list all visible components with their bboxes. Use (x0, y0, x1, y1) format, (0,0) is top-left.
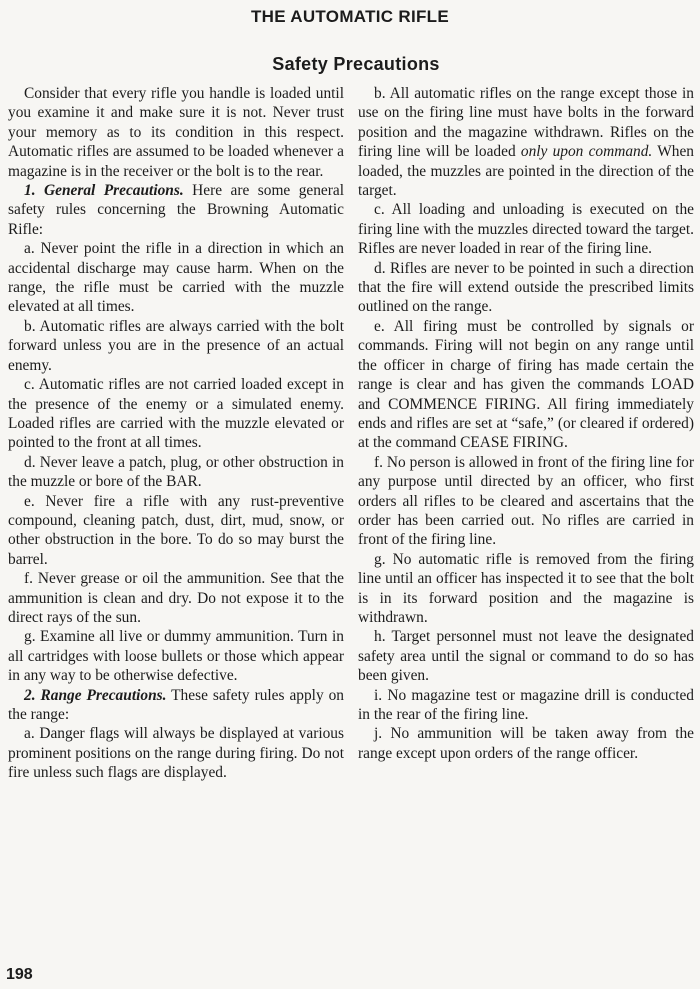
general-rule-c: c. Automatic rifles are not carried loaded except in the presence of the enemy or a simulated enemy. Loaded rifles are carried with the muzzle elevated or pointed to the front at all times. (8, 376, 344, 452)
right-column (358, 84, 694, 763)
general-rule-g: g. Examine all live or dummy ammunition. Turn in all cartridges with loose bullets or those which appear in any way to be otherwise defective. (8, 628, 344, 685)
general-rule-d: d. Never leave a patch, plug, or other obstruction in the muzzle or bore of the BAR. (8, 453, 344, 491)
range-rule-f: f. No person is allowed in front of the firing line for any purpose until directed by an officer, who first orders all rifles to be cleared and ascertains that the order has been carried out. No rifles are carried in front of the firing line. (358, 453, 694, 549)
range-rule-b-after: When loaded, the muzzles are pointed in the direction of the target. (358, 143, 694, 200)
range-precautions-text: These safety rules apply on the range: (8, 686, 344, 723)
section-title: Safety Precautions (272, 54, 440, 74)
general-rule-b: b. Automatic rifles are always carried with the bolt forward unless you are in the presence of an actual enemy. (8, 317, 344, 374)
range-rule-c: c. All loading and unloading is executed on the firing line with the muzzles directed toward the target. Rifles are never loaded in rear of the firing line. (358, 201, 694, 258)
range-rule-i: i. No magazine test or magazine drill is conducted in the rear of the firing line. (358, 686, 694, 723)
general-rule-a: a. Never point the rifle in a direction in which an accidental discharge may cause harm. When on the range, the rifle must be carried with the muzzle elevated at all times. (8, 240, 344, 316)
general-precautions-text: Here are some general safety rules concerning the Browning Automatic Rifle: (8, 182, 344, 238)
intro-paragraph: Consider that every rifle you handle is loaded until you examine it and make sure it is not. Never trust your memory as to its condition in this respect. Automatic rifles are assumed to be loaded whenever a magazine is in the receiver or the bolt is to the rear. (8, 85, 344, 180)
page-number: 198 (6, 966, 33, 983)
running-head: THE AUTOMATIC RIFLE (250, 7, 450, 26)
range-rule-e: e. All firing must be controlled by signals or commands. Firing will not begin on any range until the officer in charge of firing has made certain the range is clear and has given the commands LOAD and COMMENCE FIRING. All firing immediately ends and rifles are set at “safe,” (or cleared if ordered) at the command CEASE FIRING. (358, 317, 694, 452)
range-rule-d: d. Rifles are never to be pointed in such a direction that the fire will extend outside the prescribed limits outlined on the range. (358, 259, 694, 316)
general-precautions-heading: 1. General Precautions. (24, 182, 184, 200)
general-precautions-paragraph (8, 181, 344, 239)
range-rule-h: h. Target personnel must not leave the designated safety area until the signal or command to do so has been given. (358, 628, 694, 685)
range-rule-b-before: b. All automatic rifles on the range except those in use on the firing line must have bolts in the forward position and the magazine withdrawn. Rifles on the firing line will be loaded (358, 85, 694, 161)
general-rule-e: e. Never fire a rifle with any rust-preventive compound, cleaning patch, dust, dirt, mud, snow, or other obstruction in the bore. To do so may burst the barrel. (8, 492, 344, 568)
range-rule-j: j. No ammunition will be taken away from the range except upon orders of the range officer. (358, 725, 694, 762)
range-precautions-heading: 2. Range Precautions. (24, 686, 167, 704)
range-precautions-paragraph (8, 686, 344, 725)
general-rule-f: f. Never grease or oil the ammunition. See that the ammunition is clean and dry. Do not expose it to the direct rays of the sun. (8, 570, 344, 626)
left-column (8, 84, 344, 783)
range-rule-g: g. No automatic rifle is removed from the firing line until an officer has inspected it to see that the bolt is in its forward position and the magazine is withdrawn. (358, 550, 694, 626)
range-rule-b-emphasis: only upon command. (520, 143, 653, 161)
range-rule-b (358, 84, 694, 200)
range-rule-a: a. Danger flags will always be displayed at various prominent positions on the range during firing. Do not fire unless such flags are displayed. (8, 725, 344, 782)
